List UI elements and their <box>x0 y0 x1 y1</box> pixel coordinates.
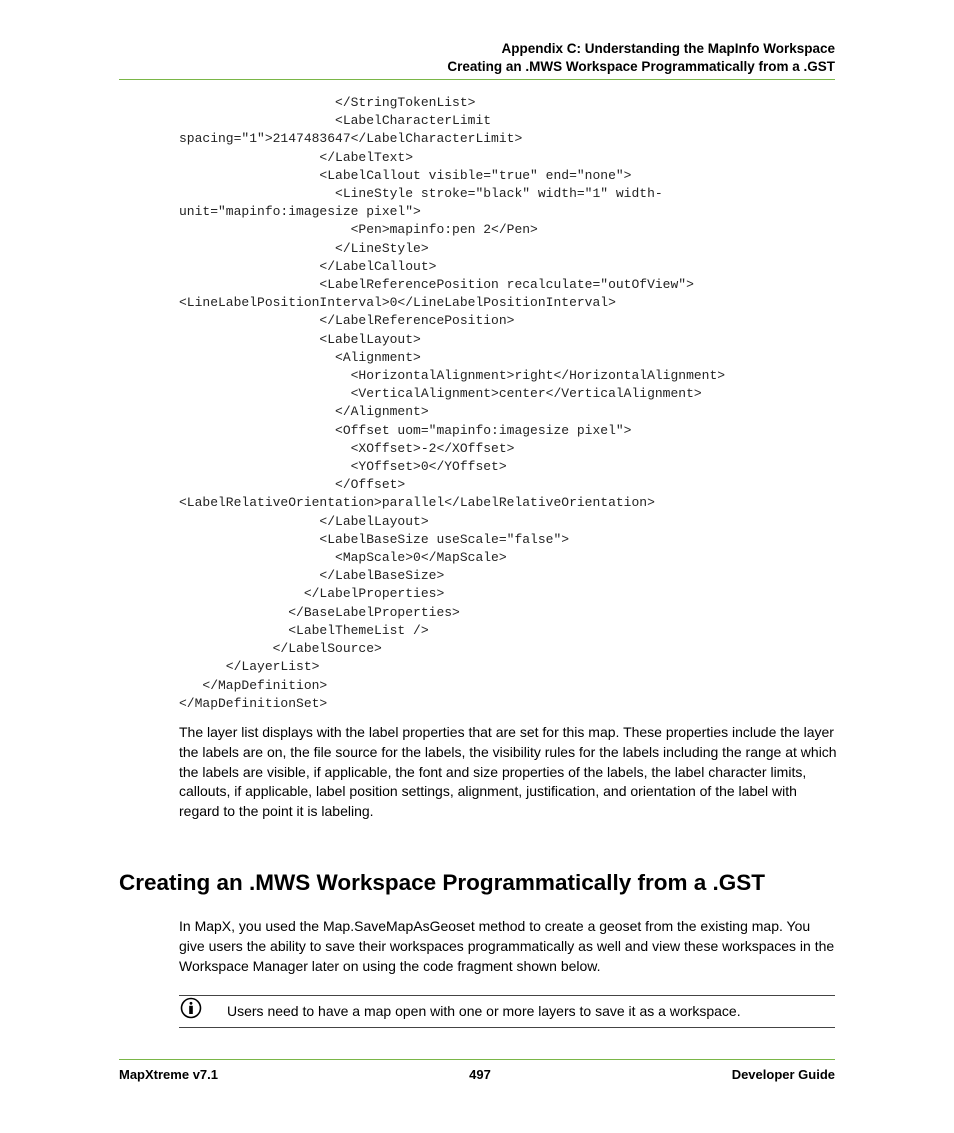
code-line: </Alignment> <box>179 404 429 420</box>
code-line: </LabelCallout> <box>179 258 437 274</box>
header-section: Creating an .MWS Workspace Programmatically from a .GST <box>447 59 835 74</box>
code-line: </BaseLabelProperties> <box>179 604 460 620</box>
code-line: <LineLabelPositionInterval>0</LineLabelPositionInterval> <box>179 295 616 311</box>
page-number: 497 <box>469 1067 491 1082</box>
code-line: spacing="1">2147483647</LabelCharacterLimit> <box>179 131 523 147</box>
note-bottom-rule <box>179 1027 835 1028</box>
code-line: </LabelReferencePosition> <box>179 313 515 329</box>
body-paragraph-2: In MapX, you used the Map.SaveMapAsGeoset method to create a geoset from the existing map. You give users the ability to save their workspaces programmatically as well and view these workspaces in the Workspace Manager later on using the code fragment shown below. <box>179 918 835 974</box>
code-line: <LineStyle stroke="black" width="1" width- <box>179 186 663 202</box>
code-line: <Offset uom="mapinfo:imagesize pixel"> <box>179 422 632 438</box>
section-heading: Creating an .MWS Workspace Programmatically from a .GST <box>119 870 766 895</box>
code-line: <LabelCharacterLimit <box>179 113 492 129</box>
note-top-rule <box>179 995 835 996</box>
header-chapter: Appendix C: Understanding the MapInfo Workspace <box>501 41 835 56</box>
running-header <box>119 40 835 76</box>
code-line: </Offset> <box>179 477 406 493</box>
code-line: <LabelBaseSize useScale="false"> <box>179 531 570 547</box>
code-line: <LabelLayout> <box>179 331 421 347</box>
code-line: <Pen>mapinfo:pen 2</Pen> <box>179 222 538 238</box>
code-line: <LabelThemeList /> <box>179 622 429 638</box>
code-line: </LabelLayout> <box>179 513 429 529</box>
code-line: <VerticalAlignment>center</VerticalAlignment> <box>179 386 702 402</box>
code-line: </LabelBaseSize> <box>179 568 445 584</box>
info-icon <box>180 997 202 1019</box>
code-line: unit="mapinfo:imagesize pixel"> <box>179 204 421 220</box>
note-text: Users need to have a map open with one or more layers to save it as a workspace. <box>227 1003 741 1019</box>
code-line: </LabelText> <box>179 149 414 165</box>
code-line: <LabelReferencePosition recalculate="outOfView"> <box>179 277 694 293</box>
code-line: </MapDefinitionSet> <box>179 695 328 711</box>
footer-product: MapXtreme v7.1 <box>119 1067 218 1082</box>
body-paragraph-1: The layer list displays with the label properties that are set for this map. These properties include the layer the labels are on, the file source for the labels, the visibility rules for the labels including the range at which the labels are visible, if applicable, the font and size properties of the labels, the label character limits, callouts, if applicable, label position settings, alignment, justification, and orientation of the label with regard to the point it is labeling. <box>179 724 837 820</box>
code-line: </StringTokenList> <box>179 95 476 110</box>
footer-guide: Developer Guide <box>731 1067 835 1082</box>
code-line: <LabelRelativeOrientation>parallel</LabelRelativeOrientation> <box>179 495 655 511</box>
footer-rule <box>119 1059 835 1060</box>
code-line: <XOffset>-2</XOffset> <box>179 440 515 456</box>
code-line: </LayerList> <box>179 659 320 675</box>
code-line: </LabelSource> <box>179 641 382 657</box>
header-rule <box>119 79 835 80</box>
code-line: </MapDefinition> <box>179 677 328 693</box>
code-line: <LabelCallout visible="true" end="none"> <box>179 167 632 183</box>
code-listing <box>179 94 725 713</box>
code-line: </LabelProperties> <box>179 586 445 602</box>
code-line: <YOffset>0</YOffset> <box>179 459 507 475</box>
code-line: </LineStyle> <box>179 240 429 256</box>
code-line: <MapScale>0</MapScale> <box>179 550 507 566</box>
code-line: <Alignment> <box>179 349 421 365</box>
code-line: <HorizontalAlignment>right</HorizontalAlignment> <box>179 368 726 384</box>
